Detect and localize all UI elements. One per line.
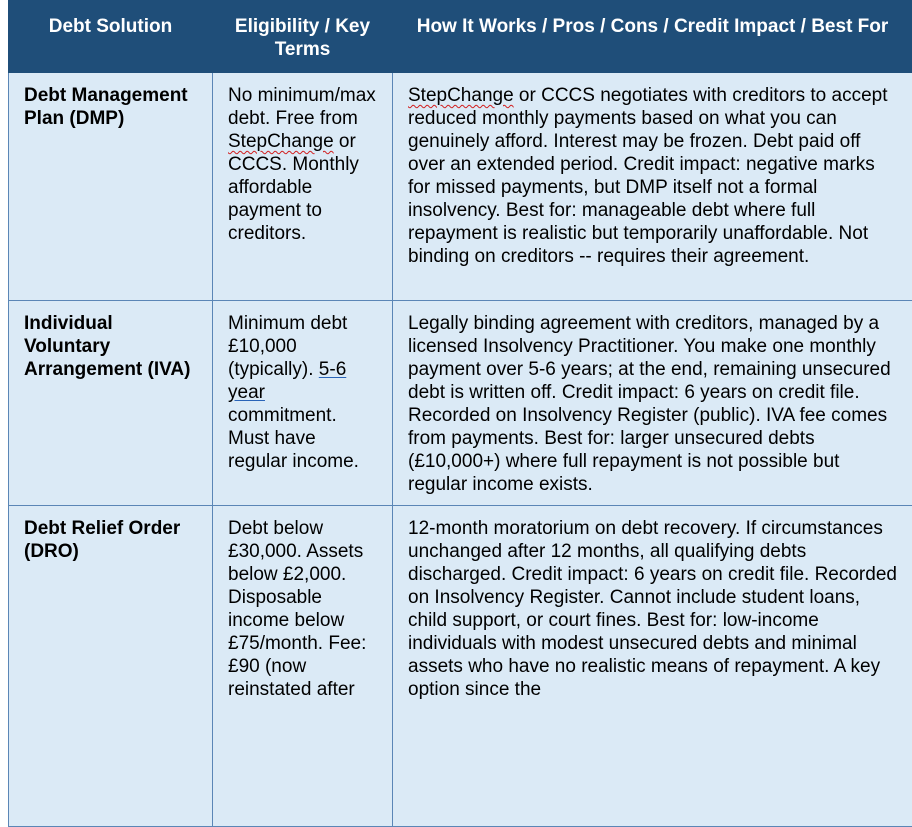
solution-name-dmp: Debt Management Plan (DMP) [9, 73, 213, 301]
table-row-iva [9, 301, 912, 506]
header-row [9, 1, 912, 73]
header-debt-solution: Debt Solution [9, 1, 213, 73]
spellcheck-flagged-word: StepChange [228, 131, 334, 152]
solution-name-dro: Debt Relief Order (DRO) [9, 506, 213, 827]
header-how-it-works: How It Works / Pros / Cons / Credit Impact / Best For [393, 1, 912, 73]
eligibility-iva [213, 301, 393, 506]
how-it-works-dmp-text: or CCCS negotiates with creditors to accept reduced monthly payments based on what you can genuinely afford. Interest may be frozen. Debt paid off over an extended period. Credit impact: negative marks for missed payments, but DMP itself not a formal insolvency. Best for: manageable debt where full repayment is realistic but temporarily unaffordable. Not binding on creditors -- requires their agreement. [408, 85, 888, 267]
header-eligibility: Eligibility / Key Terms [213, 1, 393, 73]
how-it-works-dmp [393, 73, 912, 301]
table-row-dmp [9, 73, 912, 301]
how-it-works-dro: 12-month moratorium on debt recovery. If circumstances unchanged after 12 months, all qualifying debts discharged. Credit impact: 6 years on credit file. Recorded on Insolvency Register. Cannot include student loans, child support, or court fines. Best for: low-income individuals with modest unsecured debts and minimal assets who have no realistic means of repayment. A key option since the [393, 506, 912, 827]
eligibility-iva-text-1: Minimum debt £10,000 (typically). [228, 313, 347, 380]
grammar-flagged-phrase: 5-6 year [228, 359, 346, 403]
eligibility-dro: Debt below £30,000. Assets below £2,000. Disposable income below £75/month. Fee: £90 (now reinstated after [213, 506, 393, 827]
eligibility-iva-text-2: commitment. Must have regular income. [228, 405, 359, 472]
eligibility-dmp-text-2: or CCCS. Monthly affordable payment to creditors. [228, 131, 359, 244]
eligibility-dmp [213, 73, 393, 301]
how-it-works-iva: Legally binding agreement with creditors, managed by a licensed Insolvency Practitioner. You make one monthly payment over 5-6 years; at the end, remaining unsecured debt is written off. Credit impact: 6 years on credit file. Recorded on Insolvency Register (public). IVA fee comes from payments. Best for: larger unsecured debts (£10,000+) where full repayment is not possible but regular income exists. [393, 301, 912, 506]
eligibility-dmp-text-1: No minimum/max debt. Free from [228, 85, 376, 129]
debt-solutions-table [8, 0, 912, 827]
spellcheck-flagged-word: StepChange [408, 85, 514, 106]
solution-name-iva: Individual Voluntary Arrangement (IVA) [9, 301, 213, 506]
table-row-dro [9, 506, 912, 827]
